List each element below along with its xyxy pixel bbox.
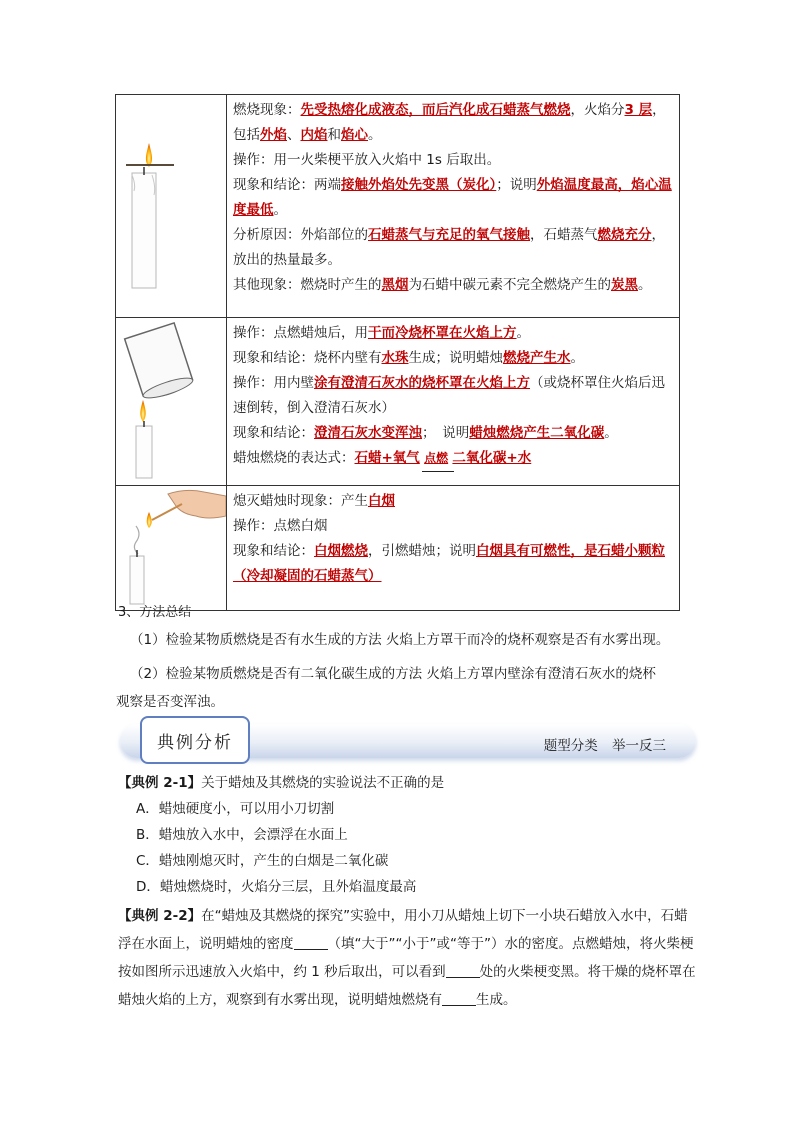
combustion-phenomena-cell: 燃烧现象：先受热熔化成液态，而后汽化成石蜡蒸气燃烧，火焰分3 层， 包括外焰、内焰和焰心。 操作：用一火柴梗平放入火焰中 1s 后取出。 现象和结论：两端接触外焰处先变黑（炭化）；说明外焰温度最高，焰心温度最低。 分析原因：外焰部位的石蜡蒸气与充足的氧气接触，石蜡蒸气燃烧充分，放出的热量最多。 其他现象：燃烧时产生的黑烟为石蜡中碳元素不完全燃烧产生的炭黑。	[227, 95, 680, 318]
table-row	[116, 95, 680, 318]
example-question: 【典例 2-2】在“蜡烛及其燃烧的探究”实验中，用小刀从蜡烛上切下一小块石蜡放入水中，石蜡浮在水面上，说明蜡烛的密度 （填“大于”“小于”或“等于”）水的密度。点燃蜡烛，将火柴梗按如图所示迅速放入火焰中，约 1 秒后取出，可以看到 处的火柴梗变黑。将干燥的烧杯罩在蜡烛火焰的上方，观察到有水雾出现，说明蜡烛燃烧有 生成。	[118, 908, 696, 1008]
option-c: C．蜡烛刚熄灭时，产生的白烟是二氧化碳	[136, 853, 389, 869]
hand-lighting-smoke-icon	[116, 486, 226, 606]
answer-blank[interactable]	[442, 991, 476, 1006]
section-banner	[120, 716, 698, 764]
table-row	[116, 318, 680, 486]
smoke-ignition-illustration	[116, 486, 227, 611]
beaker-candle-illustration	[116, 318, 227, 486]
option-d: D．蜡烛燃烧时，火焰分三层，且外焰温度最高	[136, 879, 417, 895]
section-heading: 3、方法总结	[118, 605, 192, 620]
table-row	[116, 486, 680, 611]
experiment-table	[115, 94, 680, 611]
candle-match-illustration	[116, 95, 227, 318]
products-cell: 操作：点燃蜡烛后，用干而冷烧杯罩在火焰上方。 现象和结论：烧杯内壁有水珠生成；说明蜡烛燃烧产生水。 操作：用内壁涂有澄清石灰水的烧杯罩在火焰上方（或烧杯罩住火焰后迅速倒转，倒入澄清石灰水） 现象和结论：澄清石灰水变浑浊； 说明蜡烛燃烧产生二氧化碳。 蜡烛燃烧的表达式：石蜡+氧气 点燃 二氧化碳+水	[227, 318, 680, 486]
answer-blank[interactable]	[446, 963, 480, 978]
summary-item: （1）检验某物质燃烧是否有水生成的方法 火焰上方罩干而冷的烧杯观察是否有水雾出现。	[130, 632, 670, 648]
summary-item: （2）检验某物质燃烧是否有二氧化碳生成的方法 火焰上方罩内壁涂有澄清石灰水的烧杯 观察是否变浑浊。	[116, 666, 656, 710]
candle-with-matchstick-icon	[116, 95, 226, 313]
example-question: 【典例 2-1】关于蜡烛及其燃烧的实验说法不正确的是 A．蜡烛硬度小，可以用小刀切割 B．蜡烛放入水中，会漂浮在水面上 C．蜡烛刚熄灭时，产生的白烟是二氧化碳 D．蜡烛燃烧时，火焰分三层，且外焰温度最高	[118, 770, 698, 900]
answer-blank[interactable]	[294, 935, 328, 950]
option-b: B．蜡烛放入水中，会漂浮在水面上	[136, 827, 348, 843]
white-smoke-cell: 熄灭蜡烛时现象：产生白烟 操作：点燃白烟 现象和结论：白烟燃烧，引燃蜡烛；说明白烟具有可燃性，是石蜡小颗粒（冷却凝固的石蜡蒸气）	[227, 486, 680, 611]
banner-subtitle: 题型分类 举一反三	[543, 738, 666, 754]
beaker-over-candle-icon	[116, 318, 226, 481]
option-a: A．蜡烛硬度小，可以用小刀切割	[136, 801, 335, 817]
banner-tab: 典例分析	[140, 716, 250, 764]
